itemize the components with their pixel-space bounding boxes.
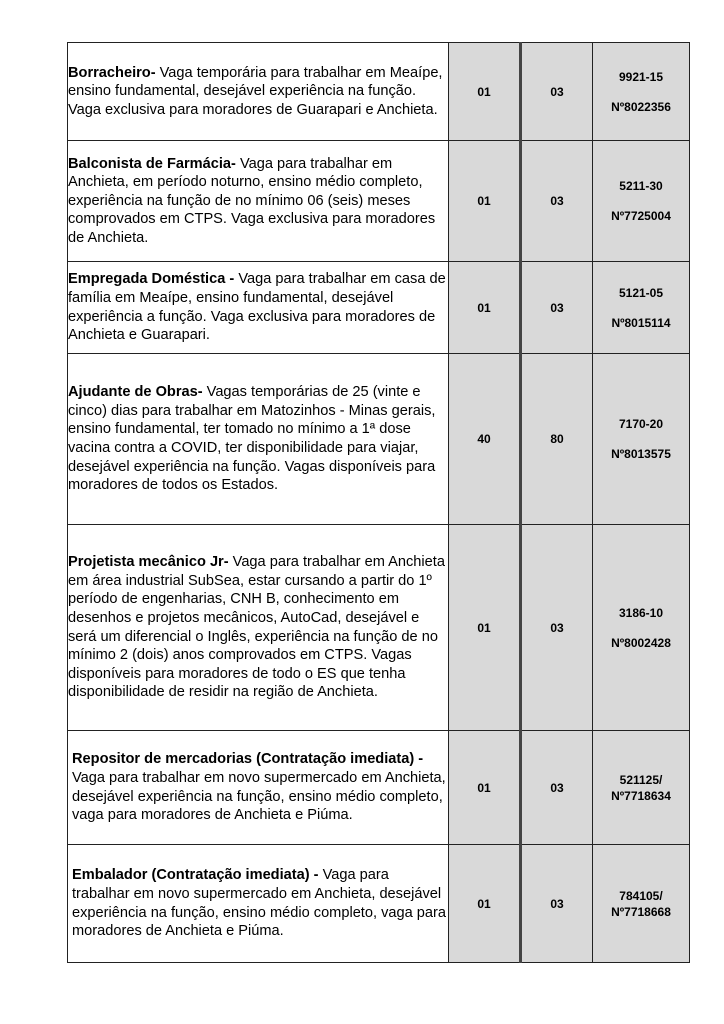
vacancies-count: 01 xyxy=(449,731,521,845)
job-code-cell xyxy=(593,731,690,845)
job-details: Vaga para trabalhar em Anchieta em área industrial SubSea, estar cursando a partir do 1º período de engenharias, CNH B, conhecimento em desenhos e projetos mecânicos, AutoCad, desejável e será um diferencial o Inglês, experiência na função de no mínimo 2 (dois) anos comprovados em CTPS. Vagas disponíveis para moradores de todo o ES que tenha disponibilidade de residir na região de Anchieta. xyxy=(68,554,445,701)
job-description xyxy=(68,141,449,262)
reference-number: Nº8015114 xyxy=(611,315,671,330)
job-title: Ajudante de Obras- xyxy=(68,384,203,401)
job-listings-table xyxy=(67,42,690,963)
vacancies-count: 01 xyxy=(449,525,521,731)
job-title: Borracheiro- xyxy=(68,64,156,81)
job-title: Empregada Doméstica - xyxy=(68,271,235,288)
job-title: Balconista de Farmácia- xyxy=(68,155,236,172)
job-details: Vaga para trabalhar em novo supermercado em Anchieta, desejável experiência na função, ensino médio completo, vaga para moradores de Anchieta e Piúma. xyxy=(72,769,446,824)
job-title: Embalador (Contratação imediata) - xyxy=(72,867,319,884)
job-description xyxy=(68,845,449,963)
job-details: Vaga para trabalhar em Anchieta, em período noturno, ensino médio completo, experiência na função de no mínimo 06 (seis) meses comprovados em CTPS. Vaga exclusiva para moradores de Anchieta. xyxy=(68,155,436,246)
job-code-cell xyxy=(593,43,690,141)
referrals-count: 03 xyxy=(521,845,593,963)
table-row xyxy=(68,141,690,262)
referrals-count: 03 xyxy=(521,731,593,845)
table-row xyxy=(68,43,690,141)
referrals-count: 03 xyxy=(521,141,593,262)
job-code-cell xyxy=(593,141,690,262)
reference-number: Nº8022356 xyxy=(611,99,671,114)
job-details: Vaga temporária para trabalhar em Meaípe, ensino fundamental, desejável experiência na função. Vaga exclusiva para moradores de Guarapari e Anchieta. xyxy=(68,64,443,118)
reference-number: Nº8002428 xyxy=(611,635,671,650)
job-details: Vagas temporárias de 25 (vinte e cinco) dias para trabalhar em Matozinhos - Minas gerais, ensino fundamental, ter tomado no mínimo a 1ª dose vacina contra a COVID, ter disponibilidade para viajar, desejável experiência na função. Vagas disponíveis para moradores de todos os Estados. xyxy=(68,384,436,494)
table-row xyxy=(68,845,690,963)
cbo-code: 3186-10 xyxy=(618,605,664,620)
referrals-count: 03 xyxy=(521,262,593,354)
vacancies-count: 40 xyxy=(449,354,521,525)
vacancies-count: 01 xyxy=(449,262,521,354)
reference-number: Nº7725004 xyxy=(611,209,671,223)
vacancies-count: 01 xyxy=(449,43,521,141)
job-code-cell xyxy=(593,354,690,525)
cbo-code: 5121-05 xyxy=(618,285,664,300)
job-description xyxy=(68,262,449,354)
cbo-code: 5211-30 xyxy=(619,179,663,193)
cbo-code: 784105/ xyxy=(619,888,663,903)
referrals-count: 03 xyxy=(521,43,593,141)
referrals-count: 80 xyxy=(521,354,593,525)
job-description xyxy=(68,525,449,731)
cbo-code: 7170-20 xyxy=(618,417,664,431)
table-row xyxy=(68,354,690,525)
table-row xyxy=(68,525,690,731)
job-details: Vaga para trabalhar em novo supermercado em Anchieta, desejável experiência na função, ensino médio completo, vaga para moradores de Anchieta e Piúma. xyxy=(72,867,447,940)
table-row xyxy=(68,731,690,845)
table-row xyxy=(68,262,690,354)
job-description xyxy=(68,731,449,845)
job-title: Projetista mecânico Jr- xyxy=(68,554,229,571)
job-title: Repositor de mercadorias (Contratação imediata) - xyxy=(72,751,424,768)
reference-number: Nº8013575 xyxy=(611,447,671,461)
job-code-cell xyxy=(593,262,690,354)
reference-number: Nº7718668 xyxy=(611,904,671,919)
job-details: Vaga para trabalhar em casa de família em Meaípe, ensino fundamental, desejável experiência a função. Vaga exclusiva para moradores de Anchieta e Guarapari. xyxy=(68,271,446,344)
job-description xyxy=(68,43,449,141)
job-description xyxy=(68,354,449,525)
job-code-cell xyxy=(593,525,690,731)
vacancies-count: 01 xyxy=(449,141,521,262)
reference-number: Nº7718634 xyxy=(611,788,671,803)
job-code-cell xyxy=(593,845,690,963)
cbo-code: 9921-15 xyxy=(618,69,664,84)
cbo-code: 521125/ xyxy=(619,772,663,787)
referrals-count: 03 xyxy=(521,525,593,731)
vacancies-count: 01 xyxy=(449,845,521,963)
